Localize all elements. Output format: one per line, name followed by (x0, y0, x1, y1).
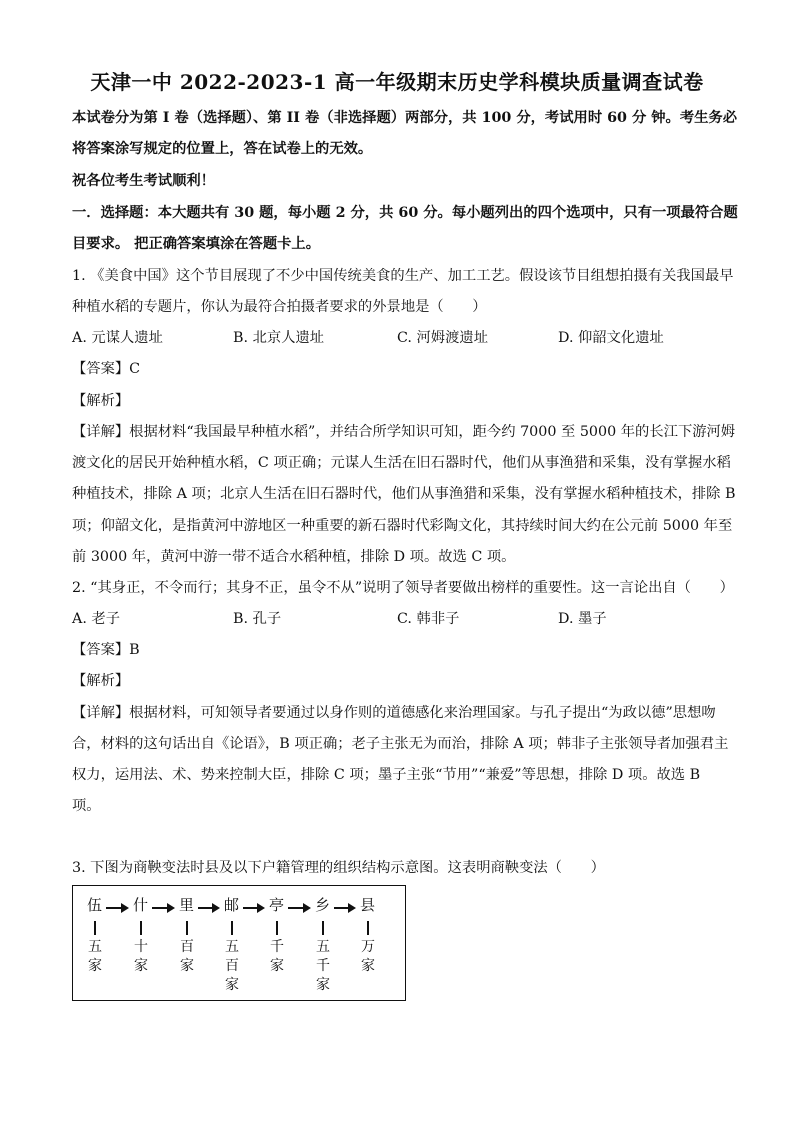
q2-answer: 【答案】B (72, 642, 140, 658)
connector-line (94, 921, 96, 935)
households-xian: 万 家 (361, 939, 375, 974)
arrow-right-icon (198, 907, 213, 909)
connector-line (231, 921, 233, 935)
intro-line: 目要求。 把正确答案填涂在答题卡上。 (72, 236, 321, 252)
intro-line: 本试卷分为第 I 卷（选择题）、第 II 卷（非选择题）两部分，共 100 分，考试用时 60 分 钟。考生务必 (72, 110, 738, 126)
arrow-right-icon (106, 907, 122, 909)
q1-detail: 渡文化的居民开始种植水稻，C 项正确；元谋人生活在旧石器时代，他们从事渔猎和采集，没有掌握水稻 (72, 455, 731, 471)
q1-option-b: B. 北京人遗址 (233, 330, 325, 346)
unit-shi: 什 (133, 896, 149, 914)
arrow-right-icon (334, 907, 349, 909)
q2-detail: 项。 (72, 798, 101, 814)
households-ting: 千 家 (270, 939, 284, 974)
connector-line (140, 921, 142, 935)
q1-stem: 种植水稻的专题片，你认为最符合拍摄者要求的外景地是（ ） (72, 299, 487, 315)
q3-stem: 3. 下图为商鞅变法时县及以下户籍管理的组织结构示意图。这表明商鞅变法（ ） (72, 860, 605, 876)
q1-analysis-label: 【解析】 (72, 393, 130, 409)
households-wu: 五 家 (88, 939, 102, 974)
arrow-right-icon (152, 907, 168, 909)
q1-detail: 【详解】根据材料“我国最早种植水稻”，并结合所学知识可知，距今约 7000 至 5000 年的长江下游河姆 (72, 424, 736, 440)
households-you: 五 百 家 (225, 939, 239, 993)
q1-detail: 前 3000 年，黄河中游一带不适合水稻种植，排除 D 项。故选 C 项。 (72, 549, 516, 565)
connector-line (322, 921, 324, 935)
q2-analysis-label: 【解析】 (72, 673, 130, 689)
q1-detail: 项；仰韶文化，是指黄河中游地区一种重要的新石器时代彩陶文化，其持续时间大约在公元前 5000 年至 (72, 518, 733, 534)
arrow-right-icon (243, 907, 258, 909)
q1-option-a: A. 元谋人遗址 (72, 330, 163, 346)
q2-option-a: A. 老子 (72, 611, 121, 627)
connector-line (186, 921, 188, 935)
unit-li: 里 (179, 896, 195, 914)
households-xiang: 五 千 家 (316, 939, 330, 993)
unit-xian: 县 (360, 896, 376, 914)
intro-line: 一．选择题：本大题共有 30 题，每小题 2 分，共 60 分。每小题列出的四个选项中，只有一项最符合题 (72, 205, 738, 221)
q2-stem: 2. “其身正，不令而行；其身不正，虽令不从”说明了领导者要做出榜样的重要性。这一言论出自（ ） (72, 580, 734, 596)
unit-xiang: 乡 (315, 896, 331, 914)
unit-you: 邮 (224, 896, 240, 914)
intro-line: 将答案涂写规定的位置上，答在试卷上的无效。 (72, 141, 373, 157)
arrow-right-icon (288, 907, 304, 909)
households-shi: 十 家 (134, 939, 148, 974)
q2-option-c: C. 韩非子 (397, 611, 460, 627)
intro-line: 祝各位考生考试顺利！ (72, 173, 215, 189)
q1-option-c: C. 河姆渡遗址 (397, 330, 489, 346)
connector-line (367, 921, 369, 935)
q2-detail: 合，材料的这句话出自《论语》，B 项正确；老子主张无为而治，排除 A 项；韩非子主张领导者加强君主 (72, 736, 729, 752)
connector-line (276, 921, 278, 935)
household-structure-diagram (72, 885, 406, 1001)
q1-detail: 种植技术，排除 A 项；北京人生活在旧石器时代，他们从事渔猎和采集，没有掌握水稻种植技术，排除 B (72, 486, 736, 502)
q2-detail: 权力，运用法、术、势来控制大臣，排除 C 项；墨子主张“节用”“兼爱”等思想，排除 D 项。故选 B (72, 767, 701, 783)
households-li: 百 家 (180, 939, 194, 974)
q2-option-d: D. 墨子 (558, 611, 607, 627)
unit-wu: 伍 (87, 896, 103, 914)
unit-ting: 亭 (269, 896, 285, 914)
q1-stem: 1. 《美食中国》这个节目展现了不少中国传统美食的生产、加工工艺。假设该节目组想拍摄有关我国最早 (72, 268, 734, 284)
q1-answer: 【答案】C (72, 361, 141, 377)
q2-option-b: B. 孔子 (233, 611, 282, 627)
q2-detail: 【详解】根据材料，可知领导者要通过以身作则的道德感化来治理国家。与孔子提出“为政以德”思想吻 (72, 705, 716, 721)
q1-option-d: D. 仰韶文化遗址 (558, 330, 664, 346)
page-title: 天津一中 2022-2023-1 高一年级期末历史学科模块质量调查试卷 (90, 70, 704, 94)
